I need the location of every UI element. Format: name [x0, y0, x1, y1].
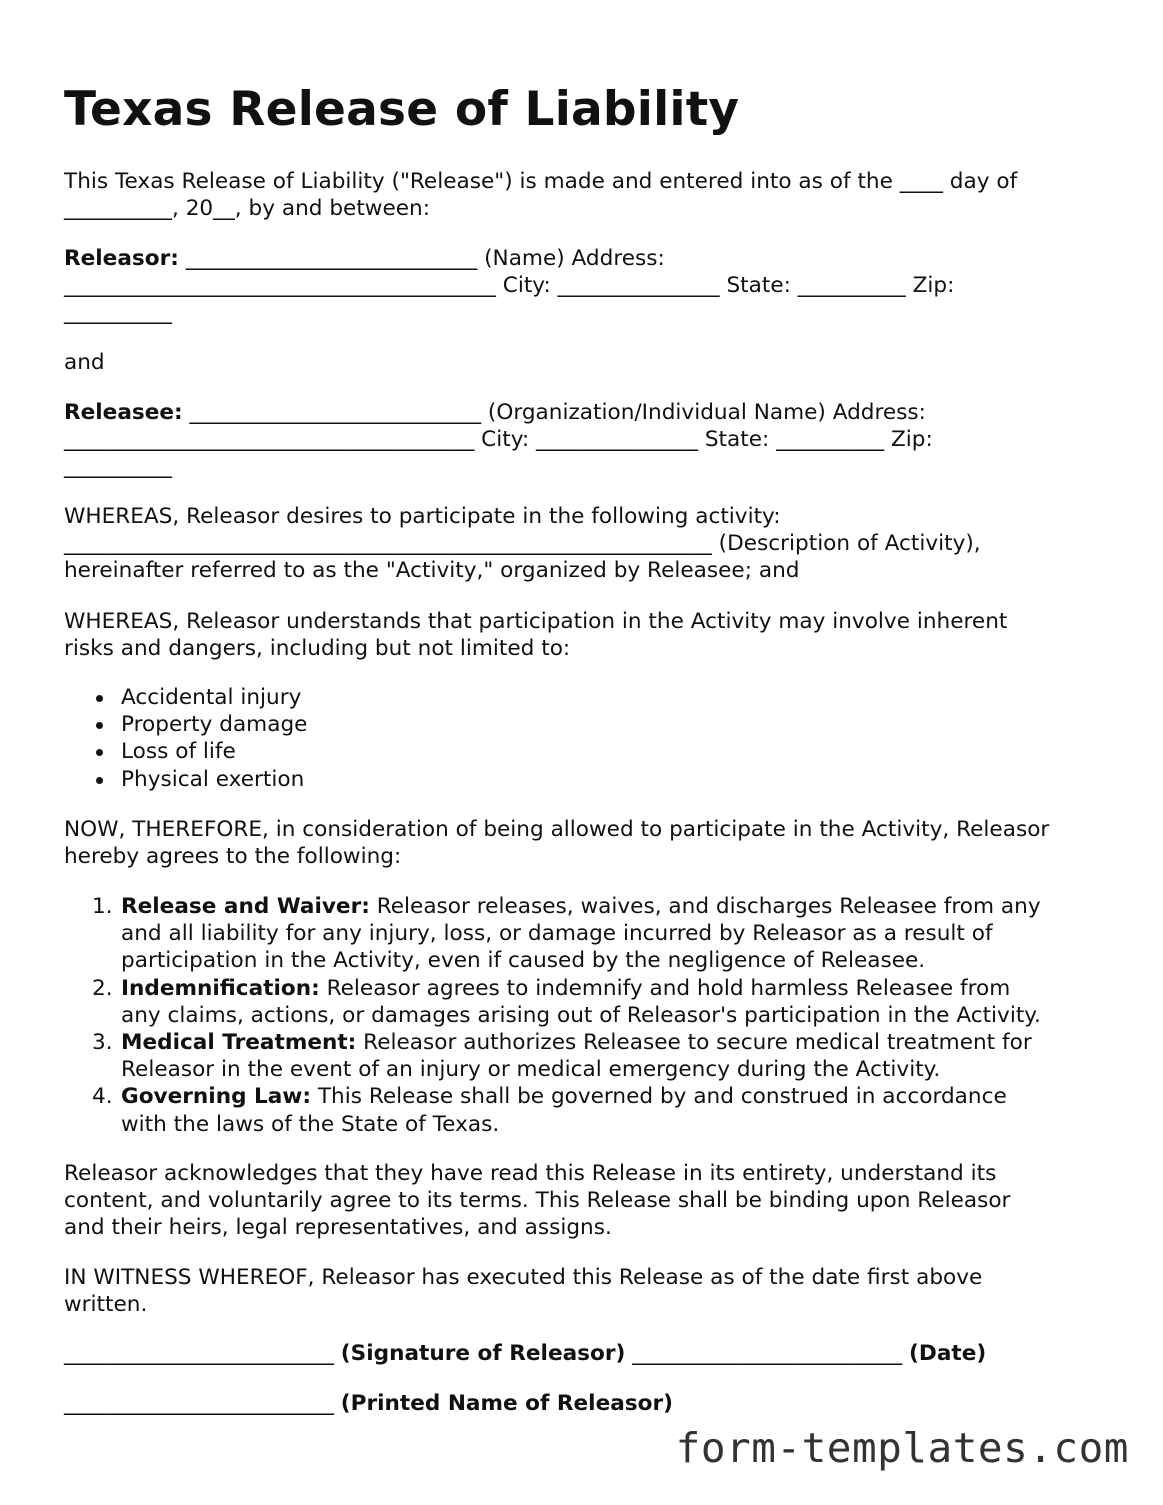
term-number: 3. [92, 1030, 113, 1056]
whereas-activity-line-3: hereinafter referred to as the "Activity," organized by Releasee; and [64, 558, 800, 584]
whereas-risks-paragraph [64, 608, 1114, 662]
term-text: any claims, actions, or damages arising out of Releasor's participation in the Activity. [121, 1002, 1041, 1028]
term-number: 4. [92, 1084, 113, 1110]
term-text: with the laws of the State of Texas. [121, 1111, 500, 1137]
witness-line-1: IN WITNESS WHEREOF, Releasor has executed this Release as of the date first above [64, 1265, 983, 1290]
releasor-block [64, 245, 1114, 327]
releasee-label: Releasee: [64, 400, 183, 425]
acknowledgment-line-3: and their heirs, legal representatives, and assigns. [64, 1215, 612, 1241]
term-heading: Medical Treatment: [121, 1030, 357, 1056]
whereas-activity-line-1: WHEREAS, Releasor desires to participate in the following activity: [64, 504, 781, 529]
risks-list [64, 684, 307, 793]
intro-line-1: This Texas Release of Liability ("Release") is made and entered into as of the ____ day of [64, 169, 1018, 194]
term-indemnification [64, 975, 1114, 1029]
signature-label: (Signature of Releasor) [340, 1341, 626, 1366]
witness-paragraph [64, 1264, 1114, 1318]
list-item: Physical exertion [64, 766, 307, 793]
term-medical-treatment [64, 1029, 1114, 1083]
releasee-zip-field: __________ [64, 454, 172, 480]
releasee-address-field: ______________________________________ City: _______________ State: __________ Zip: [64, 427, 933, 453]
watermark: form-templates.com [675, 1424, 1129, 1472]
printed-name-field: _________________________ [64, 1391, 334, 1416]
releasee-name-field: ___________________________ (Organization/Individual Name) Address: [182, 400, 926, 425]
term-heading: Governing Law: [121, 1084, 311, 1110]
releasor-address-field: ________________________________________ City: _______________ State: __________ Zip: [64, 273, 955, 299]
now-therefore-line-1: NOW, THEREFORE, in consideration of being allowed to participate in the Activity, Releasor [64, 817, 1050, 842]
releasor-zip-field: __________ [64, 300, 172, 326]
term-release-and-waiver [64, 893, 1114, 975]
whereas-risks-line-2: risks and dangers, including but not limited to: [64, 636, 571, 662]
term-number: 1. [92, 894, 113, 919]
term-text: This Release shall be governed by and construed in accordance [310, 1084, 1007, 1110]
list-item: Accidental injury [64, 684, 307, 711]
printed-name-label: (Printed Name of Releasor) [340, 1391, 674, 1416]
and-text: and [64, 350, 105, 375]
list-item: Property damage [64, 711, 307, 738]
witness-line-2: written. [64, 1292, 148, 1318]
printed-name-line [64, 1390, 673, 1417]
date-field: _________________________ [632, 1341, 903, 1366]
document-title: Texas Release of Liability [64, 82, 740, 137]
signature-date-line [64, 1340, 986, 1367]
whereas-risks-line-1: WHEREAS, Releasor understands that participation in the Activity may involve inherent [64, 609, 1008, 634]
intro-line-2: __________, 20__, by and between: [64, 196, 430, 222]
releasor-label: Releasor: [64, 246, 179, 271]
intro-paragraph [64, 168, 1114, 222]
term-heading: Release and Waiver: [121, 894, 370, 919]
now-therefore-paragraph [64, 816, 1114, 870]
releasor-name-field: ___________________________ (Name) Address: [178, 246, 665, 271]
term-text: Releasor releases, waives, and discharges Releasee from any [369, 894, 1041, 919]
whereas-activity-paragraph [64, 503, 1114, 585]
signature-field: _________________________ [64, 1341, 334, 1366]
acknowledgment-line-1: Releasor acknowledges that they have read this Release in its entirety, understand its [64, 1161, 997, 1186]
now-therefore-line-2: hereby agrees to the following: [64, 844, 402, 870]
term-text: Releasor authorizes Releasee to secure medical treatment for [356, 1030, 1032, 1056]
term-number: 2. [92, 975, 113, 1001]
term-text: Releasor agrees to indemnify and hold harmless Releasee from [319, 975, 1011, 1001]
term-text: Releasor in the event of an injury or medical emergency during the Activity. [121, 1057, 941, 1083]
term-heading: Indemnification: [121, 975, 320, 1001]
term-text: and all liability for any injury, loss, or damage incurred by Releasor as a result of [121, 921, 993, 947]
list-item: Loss of life [64, 738, 307, 765]
term-governing-law [64, 1083, 1114, 1137]
terms-list [64, 893, 1114, 1138]
acknowledgment-paragraph [64, 1160, 1114, 1242]
term-text: participation in the Activity, even if caused by the negligence of Releasee. [121, 948, 926, 974]
activity-description-field: ____________________________________________________________ (Description of Activity), [64, 531, 981, 557]
date-label: (Date) [909, 1341, 987, 1366]
acknowledgment-line-2: content, and voluntarily agree to its terms. This Release shall be binding upon Releasor [64, 1188, 1011, 1214]
releasee-block [64, 399, 1114, 481]
